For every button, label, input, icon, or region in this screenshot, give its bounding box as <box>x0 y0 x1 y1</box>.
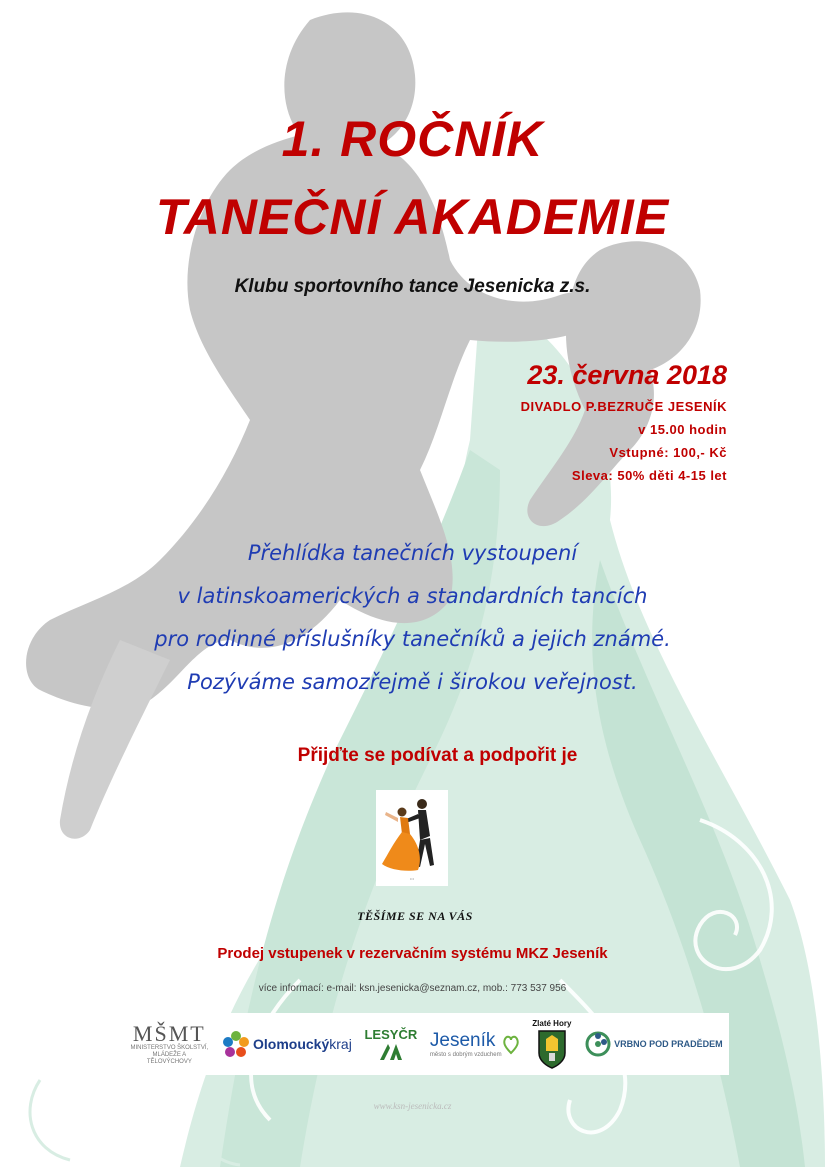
vrbno-emblem-icon <box>584 1030 612 1058</box>
jesenik-caption: město s dobrým vzduchem <box>429 1052 502 1058</box>
organizer-subtitle: Klubu sportovního tance Jesenicka z.s. <box>234 276 591 297</box>
event-info <box>521 360 727 487</box>
olomoucky-label: Olomoucký <box>253 1036 330 1052</box>
flower-icon <box>221 1029 251 1059</box>
msmt-caption: MINISTERSTVO ŠKOLSTVÍ, MLÁDEŽE A TĚLOVÝCHOVY <box>130 1044 209 1065</box>
event-admission: Vstupné: 100,- Kč <box>609 445 727 460</box>
heart-icon <box>502 1033 520 1055</box>
svg-text:•••: ••• <box>409 876 415 881</box>
event-description <box>0 532 825 704</box>
footer-url: www.ksn-jesenicka.cz <box>373 1101 452 1111</box>
event-time: v 15.00 hodin <box>638 422 727 437</box>
event-venue: DIVADLO P.BEZRUČE JESENÍK <box>520 399 727 414</box>
olomoucky-label2: kraj <box>329 1036 352 1052</box>
sponsor-logos <box>124 1013 729 1075</box>
vrbno-logo <box>584 1030 723 1058</box>
tree-arrows-icon <box>378 1042 404 1062</box>
description-line: Pozýváme samozřejmě i širokou veřejnost. <box>187 670 638 694</box>
olomoucky-kraj-logo <box>221 1029 352 1059</box>
lesycr-label: LESYČR <box>364 1026 418 1042</box>
description-line: v latinskoamerických a standardních tancích <box>177 584 648 608</box>
contact-info: více informací: e-mail: ksn.jesenicka@seznam.cz, mob.: 773 537 956 <box>258 983 567 994</box>
vrbno-label: VRBNO POD PRADĚDEM <box>614 1039 723 1049</box>
closing-text: TĚŠÍME SE NA VÁS <box>357 909 473 923</box>
zlate-hory-logo <box>532 1019 571 1069</box>
lesy-cr-logo <box>364 1027 417 1062</box>
event-date: 23. června 2018 <box>527 360 727 390</box>
event-discount: Sleva: 50% děti 4-15 let <box>571 468 727 483</box>
jesenik-logo <box>430 1030 520 1058</box>
description-line: pro rodinné příslušníky tanečníků a jejich známé. <box>154 627 671 651</box>
title-line-2: TANEČNÍ AKADEMIE <box>155 189 670 245</box>
dancing-couple-image <box>376 790 448 886</box>
coat-of-arms-icon <box>537 1029 567 1069</box>
msmt-logo <box>130 1020 209 1066</box>
description-line: Přehlídka tanečních vystoupení <box>247 541 578 565</box>
ticket-info: Prodej vstupenek v rezervačním systému MKZ Jeseník <box>217 945 608 962</box>
title-line-1: 1. ROČNÍK <box>281 111 544 167</box>
invite-text: Přijďte se podívat a podpořit je <box>297 745 578 766</box>
zlate-hory-label: Zlaté Hory <box>532 1019 572 1028</box>
jesenik-label: Jeseník <box>429 1030 496 1051</box>
msmt-mark: MŠMT <box>132 1020 206 1046</box>
